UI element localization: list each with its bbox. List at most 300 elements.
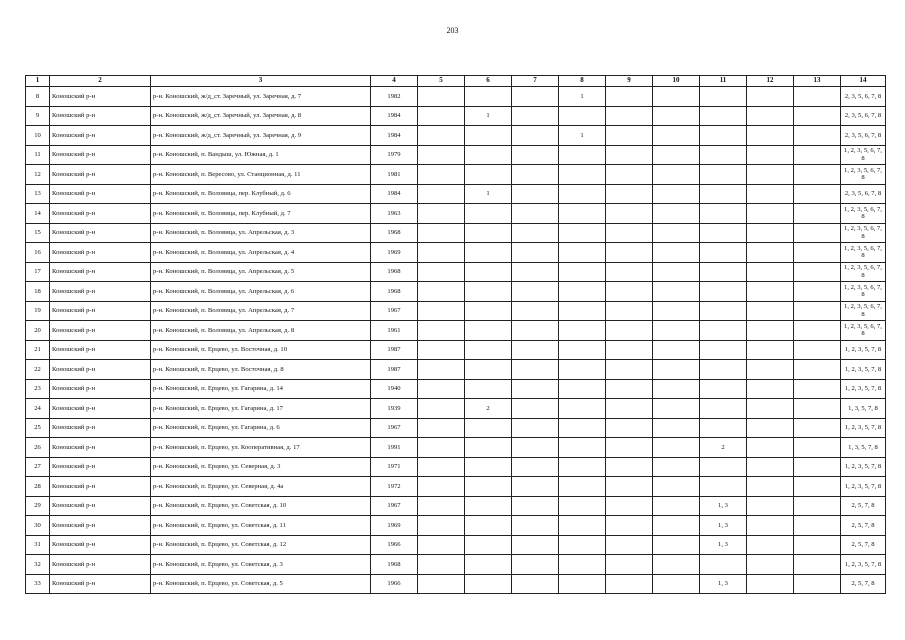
- col9-cell: [606, 555, 653, 575]
- year-cell: 1966: [371, 535, 418, 555]
- col11-cell: [700, 87, 747, 107]
- col7-cell: [512, 126, 559, 146]
- col6-cell: [465, 262, 512, 282]
- year-cell: 1972: [371, 477, 418, 497]
- row-number: 11: [26, 145, 50, 165]
- col13-cell: [794, 340, 841, 360]
- col12-cell: [747, 516, 794, 536]
- address-cell: р-н. Коношский, п. Ерцево, ул. Восточная, д. 8: [151, 360, 371, 380]
- row-number: 15: [26, 223, 50, 243]
- col10-cell: [653, 106, 700, 126]
- year-cell: 1939: [371, 399, 418, 419]
- col9-cell: [606, 204, 653, 224]
- table-row: [26, 340, 886, 360]
- col10-cell: [653, 477, 700, 497]
- col8-cell: [559, 204, 606, 224]
- address-cell: р-н. Коношский, п. Ерцево, ул. Советская, д. 12: [151, 535, 371, 555]
- col12-cell: [747, 87, 794, 107]
- col12-cell: [747, 204, 794, 224]
- col11-cell: [700, 321, 747, 341]
- col8-cell: [559, 223, 606, 243]
- address-cell: р-н. Коношский, ж/д_ст. Заречный, ул. Заречная, д. 7: [151, 87, 371, 107]
- col8-cell: [559, 574, 606, 594]
- table-row: [26, 184, 886, 204]
- col11-cell: [700, 223, 747, 243]
- address-cell: р-н. Коношский, п. Ерцево, ул. Северная, д. 4а: [151, 477, 371, 497]
- col9-cell: [606, 535, 653, 555]
- address-cell: р-н. Коношский, п. Ерцево, ул. Гагарина, д. 6: [151, 418, 371, 438]
- col7-cell: [512, 87, 559, 107]
- row-number: 13: [26, 184, 50, 204]
- col14-cell: 1, 2, 3, 5, 7, 8: [841, 340, 886, 360]
- col5-cell: [418, 379, 465, 399]
- row-number: 23: [26, 379, 50, 399]
- col5-cell: [418, 321, 465, 341]
- col7-cell: [512, 516, 559, 536]
- year-cell: 1968: [371, 282, 418, 302]
- table-row: [26, 496, 886, 516]
- col10-cell: [653, 535, 700, 555]
- year-cell: 1940: [371, 379, 418, 399]
- col9-cell: [606, 477, 653, 497]
- col9-cell: [606, 223, 653, 243]
- col7-cell: [512, 262, 559, 282]
- col12-cell: [747, 379, 794, 399]
- row-number: 22: [26, 360, 50, 380]
- year-cell: 1984: [371, 184, 418, 204]
- address-cell: р-н. Коношский, п. Ерцево, ул. Северная, д. 3: [151, 457, 371, 477]
- col8-cell: [559, 360, 606, 380]
- col10-cell: [653, 204, 700, 224]
- address-cell: р-н. Коношский, п. Ерцево, ул. Восточная, д. 10: [151, 340, 371, 360]
- column-header-12: 12: [747, 76, 794, 87]
- district-cell: Коношский р-н: [50, 126, 151, 146]
- district-cell: Коношский р-н: [50, 87, 151, 107]
- col12-cell: [747, 243, 794, 263]
- col5-cell: [418, 301, 465, 321]
- table-row: [26, 301, 886, 321]
- col14-cell: 1, 2, 3, 5, 6, 7, 8: [841, 145, 886, 165]
- col6-cell: [465, 379, 512, 399]
- table-row: [26, 145, 886, 165]
- row-number: 17: [26, 262, 50, 282]
- col14-cell: 1, 2, 3, 5, 7, 8: [841, 379, 886, 399]
- col11-cell: 2: [700, 438, 747, 458]
- year-cell: 1968: [371, 555, 418, 575]
- district-cell: Коношский р-н: [50, 574, 151, 594]
- table-row: [26, 379, 886, 399]
- col6-cell: [465, 555, 512, 575]
- district-cell: Коношский р-н: [50, 418, 151, 438]
- col13-cell: [794, 87, 841, 107]
- year-cell: 1966: [371, 574, 418, 594]
- table-row: [26, 457, 886, 477]
- col8-cell: [559, 340, 606, 360]
- col11-cell: [700, 379, 747, 399]
- table-row: [26, 516, 886, 536]
- col7-cell: [512, 204, 559, 224]
- col12-cell: [747, 321, 794, 341]
- table-row: [26, 477, 886, 497]
- col11-cell: [700, 243, 747, 263]
- col9-cell: [606, 126, 653, 146]
- col8-cell: [559, 477, 606, 497]
- col8-cell: [559, 535, 606, 555]
- col11-cell: [700, 555, 747, 575]
- col12-cell: [747, 496, 794, 516]
- col11-cell: 1, 3: [700, 496, 747, 516]
- col13-cell: [794, 535, 841, 555]
- column-header-2: 2: [50, 76, 151, 87]
- table-row: [26, 126, 886, 146]
- col11-cell: 1, 3: [700, 574, 747, 594]
- col12-cell: [747, 457, 794, 477]
- district-cell: Коношский р-н: [50, 477, 151, 497]
- col7-cell: [512, 496, 559, 516]
- row-number: 21: [26, 340, 50, 360]
- col9-cell: [606, 574, 653, 594]
- col12-cell: [747, 340, 794, 360]
- col5-cell: [418, 438, 465, 458]
- col5-cell: [418, 360, 465, 380]
- district-cell: Коношский р-н: [50, 399, 151, 419]
- row-number: 9: [26, 106, 50, 126]
- col5-cell: [418, 165, 465, 185]
- col12-cell: [747, 574, 794, 594]
- year-cell: 1967: [371, 418, 418, 438]
- address-cell: р-н. Коношский, п. Ерцево, ул. Кооперативная, д. 17: [151, 438, 371, 458]
- year-cell: 1987: [371, 360, 418, 380]
- col14-cell: 1, 2, 3, 5, 7, 8: [841, 555, 886, 575]
- col5-cell: [418, 418, 465, 438]
- col12-cell: [747, 418, 794, 438]
- col5-cell: [418, 340, 465, 360]
- district-cell: Коношский р-н: [50, 321, 151, 341]
- col5-cell: [418, 204, 465, 224]
- col7-cell: [512, 457, 559, 477]
- col10-cell: [653, 399, 700, 419]
- col7-cell: [512, 379, 559, 399]
- col6-cell: [465, 223, 512, 243]
- col7-cell: [512, 418, 559, 438]
- col10-cell: [653, 418, 700, 438]
- table-row: [26, 535, 886, 555]
- col6-cell: [465, 243, 512, 263]
- col10-cell: [653, 243, 700, 263]
- column-header-10: 10: [653, 76, 700, 87]
- col8-cell: [559, 379, 606, 399]
- col7-cell: [512, 477, 559, 497]
- year-cell: 1968: [371, 223, 418, 243]
- district-cell: Коношский р-н: [50, 243, 151, 263]
- col13-cell: [794, 496, 841, 516]
- col6-cell: 1: [465, 184, 512, 204]
- col8-cell: [559, 106, 606, 126]
- address-cell: р-н. Коношский, п. Воловица, ул. Апрельская, д. 5: [151, 262, 371, 282]
- col6-cell: [465, 496, 512, 516]
- col5-cell: [418, 496, 465, 516]
- col6-cell: [465, 574, 512, 594]
- col11-cell: [700, 126, 747, 146]
- column-header-3: 3: [151, 76, 371, 87]
- col13-cell: [794, 360, 841, 380]
- col10-cell: [653, 126, 700, 146]
- year-cell: 1961: [371, 321, 418, 341]
- table-row: [26, 360, 886, 380]
- col10-cell: [653, 379, 700, 399]
- col5-cell: [418, 477, 465, 497]
- col5-cell: [418, 555, 465, 575]
- row-number: 8: [26, 87, 50, 107]
- col13-cell: [794, 555, 841, 575]
- column-header-7: 7: [512, 76, 559, 87]
- address-cell: р-н. Коношский, ж/д_ст. Заречный, ул. Заречная, д. 9: [151, 126, 371, 146]
- row-number: 26: [26, 438, 50, 458]
- column-header-8: 8: [559, 76, 606, 87]
- col7-cell: [512, 145, 559, 165]
- col6-cell: [465, 340, 512, 360]
- col9-cell: [606, 496, 653, 516]
- col14-cell: 1, 2, 3, 5, 6, 7, 8: [841, 282, 886, 302]
- col13-cell: [794, 438, 841, 458]
- col11-cell: [700, 301, 747, 321]
- col12-cell: [747, 282, 794, 302]
- col14-cell: 2, 5, 7, 8: [841, 516, 886, 536]
- col13-cell: [794, 399, 841, 419]
- district-cell: Коношский р-н: [50, 516, 151, 536]
- col6-cell: [465, 282, 512, 302]
- row-number: 10: [26, 126, 50, 146]
- row-number: 29: [26, 496, 50, 516]
- col8-cell: [559, 243, 606, 263]
- col14-cell: 1, 2, 3, 5, 6, 7, 8: [841, 301, 886, 321]
- row-number: 33: [26, 574, 50, 594]
- col14-cell: 2, 5, 7, 8: [841, 535, 886, 555]
- col5-cell: [418, 87, 465, 107]
- column-header-1: 1: [26, 76, 50, 87]
- row-number: 28: [26, 477, 50, 497]
- col11-cell: [700, 418, 747, 438]
- col14-cell: 2, 5, 7, 8: [841, 496, 886, 516]
- col7-cell: [512, 340, 559, 360]
- table-row: [26, 243, 886, 263]
- table-row: [26, 223, 886, 243]
- col6-cell: [465, 87, 512, 107]
- col11-cell: [700, 282, 747, 302]
- year-cell: 1982: [371, 87, 418, 107]
- col14-cell: 2, 3, 5, 6, 7, 8: [841, 126, 886, 146]
- col7-cell: [512, 360, 559, 380]
- col13-cell: [794, 574, 841, 594]
- year-cell: 1968: [371, 262, 418, 282]
- col13-cell: [794, 145, 841, 165]
- col8-cell: [559, 145, 606, 165]
- col7-cell: [512, 301, 559, 321]
- table-body: [26, 87, 886, 594]
- col5-cell: [418, 535, 465, 555]
- district-cell: Коношский р-н: [50, 282, 151, 302]
- col6-cell: [465, 516, 512, 536]
- table-row: [26, 321, 886, 341]
- col13-cell: [794, 262, 841, 282]
- district-cell: Коношский р-н: [50, 223, 151, 243]
- col13-cell: [794, 457, 841, 477]
- row-number: 31: [26, 535, 50, 555]
- col6-cell: [465, 360, 512, 380]
- year-cell: 1969: [371, 243, 418, 263]
- col6-cell: [465, 321, 512, 341]
- col6-cell: [465, 145, 512, 165]
- col7-cell: [512, 282, 559, 302]
- col14-cell: 1, 3, 5, 7, 8: [841, 399, 886, 419]
- address-cell: р-н. Коношский, п. Ерцево, ул. Советская, д. 5: [151, 574, 371, 594]
- col8-cell: 1: [559, 87, 606, 107]
- district-cell: Коношский р-н: [50, 496, 151, 516]
- row-number: 14: [26, 204, 50, 224]
- col7-cell: [512, 535, 559, 555]
- district-cell: Коношский р-н: [50, 535, 151, 555]
- col9-cell: [606, 165, 653, 185]
- col10-cell: [653, 360, 700, 380]
- col9-cell: [606, 457, 653, 477]
- col11-cell: [700, 184, 747, 204]
- col12-cell: [747, 477, 794, 497]
- col8-cell: [559, 165, 606, 185]
- col5-cell: [418, 516, 465, 536]
- table-row: [26, 262, 886, 282]
- col14-cell: 1, 2, 3, 5, 6, 7, 8: [841, 321, 886, 341]
- col12-cell: [747, 223, 794, 243]
- col14-cell: 1, 2, 3, 5, 6, 7, 8: [841, 243, 886, 263]
- col12-cell: [747, 145, 794, 165]
- col7-cell: [512, 574, 559, 594]
- address-cell: р-н. Коношский, п. Воловица, ул. Апрельская, д. 3: [151, 223, 371, 243]
- col10-cell: [653, 340, 700, 360]
- col13-cell: [794, 243, 841, 263]
- address-cell: р-н. Коношский, п. Воловица, пер. Клубный, д. 7: [151, 204, 371, 224]
- col10-cell: [653, 87, 700, 107]
- year-cell: 1984: [371, 106, 418, 126]
- table-row: [26, 282, 886, 302]
- col6-cell: 2: [465, 399, 512, 419]
- table-row: [26, 87, 886, 107]
- col5-cell: [418, 399, 465, 419]
- col8-cell: [559, 457, 606, 477]
- col14-cell: 2, 3, 5, 6, 7, 8: [841, 106, 886, 126]
- year-cell: 1963: [371, 204, 418, 224]
- district-cell: Коношский р-н: [50, 145, 151, 165]
- row-number: 12: [26, 165, 50, 185]
- col13-cell: [794, 165, 841, 185]
- address-cell: р-н. Коношский, п. Воловица, ул. Апрельская, д. 8: [151, 321, 371, 341]
- table-row: [26, 418, 886, 438]
- row-number: 19: [26, 301, 50, 321]
- col14-cell: 1, 2, 3, 5, 6, 7, 8: [841, 223, 886, 243]
- col11-cell: [700, 165, 747, 185]
- column-header-5: 5: [418, 76, 465, 87]
- year-cell: 1967: [371, 301, 418, 321]
- address-cell: р-н. Коношский, п. Ерцево, ул. Советская, д. 11: [151, 516, 371, 536]
- year-cell: 1969: [371, 516, 418, 536]
- district-cell: Коношский р-н: [50, 340, 151, 360]
- col9-cell: [606, 184, 653, 204]
- district-cell: Коношский р-н: [50, 184, 151, 204]
- table-row: [26, 555, 886, 575]
- col14-cell: 1, 2, 3, 5, 6, 7, 8: [841, 204, 886, 224]
- col5-cell: [418, 457, 465, 477]
- col14-cell: 1, 2, 3, 5, 7, 8: [841, 477, 886, 497]
- col6-cell: [465, 457, 512, 477]
- year-cell: 1981: [371, 165, 418, 185]
- district-cell: Коношский р-н: [50, 165, 151, 185]
- col10-cell: [653, 184, 700, 204]
- col6-cell: [465, 126, 512, 146]
- col14-cell: 2, 5, 7, 8: [841, 574, 886, 594]
- col9-cell: [606, 282, 653, 302]
- col14-cell: 1, 2, 3, 5, 6, 7, 8: [841, 165, 886, 185]
- col8-cell: [559, 321, 606, 341]
- col13-cell: [794, 379, 841, 399]
- year-cell: 1991: [371, 438, 418, 458]
- district-cell: Коношский р-н: [50, 438, 151, 458]
- col13-cell: [794, 321, 841, 341]
- col13-cell: [794, 223, 841, 243]
- col13-cell: [794, 418, 841, 438]
- row-number: 27: [26, 457, 50, 477]
- col10-cell: [653, 438, 700, 458]
- col10-cell: [653, 282, 700, 302]
- district-cell: Коношский р-н: [50, 106, 151, 126]
- col10-cell: [653, 262, 700, 282]
- column-header-6: 6: [465, 76, 512, 87]
- col5-cell: [418, 223, 465, 243]
- col14-cell: 1, 3, 5, 7, 8: [841, 438, 886, 458]
- year-cell: 1984: [371, 126, 418, 146]
- col8-cell: 1: [559, 126, 606, 146]
- col7-cell: [512, 438, 559, 458]
- col9-cell: [606, 301, 653, 321]
- col14-cell: 1, 2, 3, 5, 7, 8: [841, 418, 886, 438]
- col10-cell: [653, 496, 700, 516]
- row-number: 25: [26, 418, 50, 438]
- col13-cell: [794, 301, 841, 321]
- col8-cell: [559, 262, 606, 282]
- col14-cell: 1, 2, 3, 5, 7, 8: [841, 457, 886, 477]
- col5-cell: [418, 145, 465, 165]
- district-cell: Коношский р-н: [50, 379, 151, 399]
- col5-cell: [418, 184, 465, 204]
- col11-cell: [700, 399, 747, 419]
- col11-cell: [700, 145, 747, 165]
- col10-cell: [653, 516, 700, 536]
- registry-table: [25, 75, 886, 594]
- col8-cell: [559, 496, 606, 516]
- col9-cell: [606, 379, 653, 399]
- address-cell: р-н. Коношский, п. Воловица, ул. Апрельская, д. 6: [151, 282, 371, 302]
- address-cell: р-н. Коношский, п. Вандыш, ул. Южная, д. 1: [151, 145, 371, 165]
- col8-cell: [559, 555, 606, 575]
- col7-cell: [512, 184, 559, 204]
- address-cell: р-н. Коношский, п. Воловица, ул. Апрельская, д. 7: [151, 301, 371, 321]
- col8-cell: [559, 418, 606, 438]
- col11-cell: [700, 457, 747, 477]
- row-number: 18: [26, 282, 50, 302]
- col10-cell: [653, 321, 700, 341]
- district-cell: Коношский р-н: [50, 457, 151, 477]
- col9-cell: [606, 360, 653, 380]
- table-row: [26, 438, 886, 458]
- address-cell: р-н. Коношский, п. Ерцево, ул. Советская, д. 10: [151, 496, 371, 516]
